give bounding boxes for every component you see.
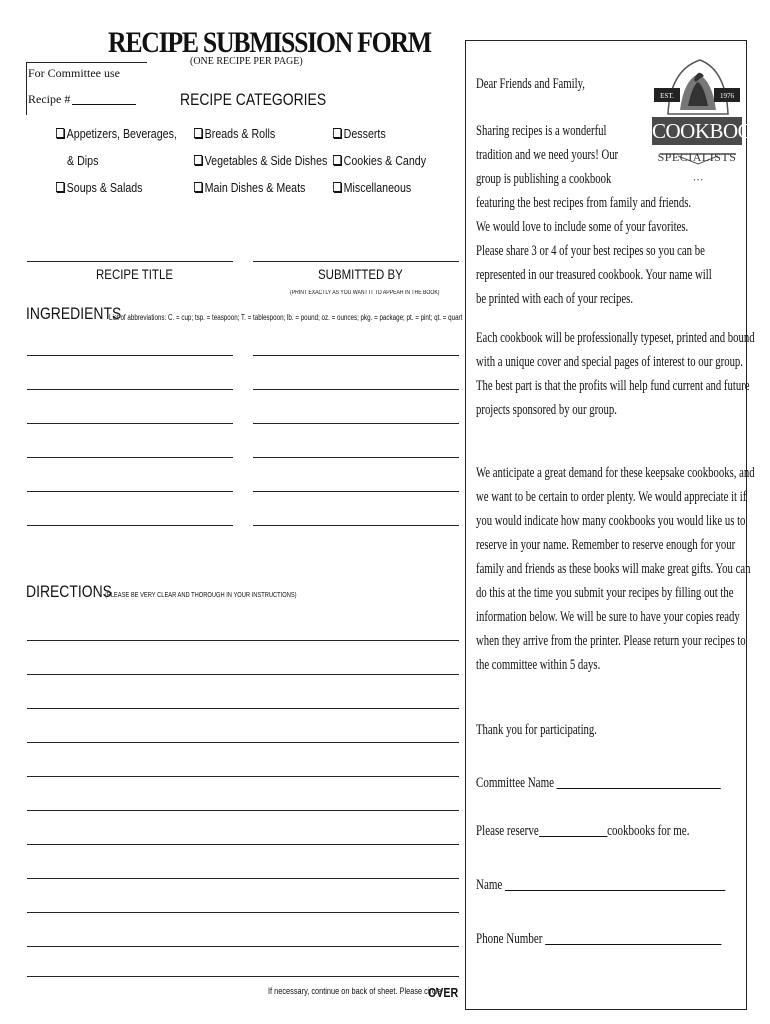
directions-heading: DIRECTIONS (26, 582, 112, 601)
reserve-row (476, 822, 689, 840)
category-miscellaneous[interactable] (333, 180, 411, 195)
category-label: Breads & Rolls (204, 126, 276, 141)
reserve-prefix: Please reserve (476, 823, 539, 839)
letter-p1-line: We would love to include some of your favorites. (476, 219, 689, 235)
direction-line[interactable] (27, 640, 459, 641)
categories-heading: RECIPE CATEGORIES (180, 90, 327, 109)
name-row (476, 876, 725, 894)
category-label: Miscellaneous (343, 180, 412, 195)
checkbox-icon[interactable] (333, 128, 341, 138)
category-label: Cookies & Candy (343, 153, 427, 168)
direction-line[interactable] (27, 674, 459, 675)
letter-p1-line: be printed with each of your recipes. (476, 291, 634, 307)
recipe-number-label: Recipe # (28, 92, 71, 106)
direction-line[interactable] (27, 776, 459, 777)
submitted-by-label: SUBMITTED BY (318, 266, 403, 282)
category-dips-line (67, 153, 98, 168)
ingredient-line[interactable] (253, 525, 459, 526)
checkbox-icon[interactable] (194, 128, 202, 138)
letter-paragraph-2: Each cookbook will be professionally typeset, printed and bound with a unique cover and special pages of interest to our group. The best part is that the profits will help fund current and future projects sponsored by our group. (476, 330, 755, 418)
name-field[interactable] (505, 876, 725, 891)
reserve-quantity-field[interactable] (539, 822, 607, 837)
direction-line[interactable] (27, 844, 459, 845)
checkbox-icon[interactable] (56, 182, 64, 192)
direction-line[interactable] (27, 708, 459, 709)
category-appetizers[interactable] (56, 126, 177, 141)
category-soups-salads[interactable] (56, 180, 143, 195)
ingredient-line[interactable] (27, 355, 233, 356)
recipe-title-field[interactable] (27, 261, 233, 262)
recipe-title-label: RECIPE TITLE (96, 266, 173, 282)
committee-use-label: For Committee use (28, 66, 120, 80)
ingredient-line[interactable] (253, 423, 459, 424)
category-label: Desserts (343, 126, 386, 141)
phone-row (476, 930, 721, 948)
letter-p1-line: Sharing recipes is a wonderful (476, 123, 607, 139)
ingredient-line[interactable] (27, 525, 233, 526)
ingredient-line[interactable] (253, 389, 459, 390)
category-desserts[interactable] (333, 126, 386, 141)
ingredient-line[interactable] (27, 457, 233, 458)
category-main-dishes[interactable] (194, 180, 305, 195)
directions-note: (PLEASE BE VERY CLEAR AND THOROUGH IN YOUR INSTRUCTIONS) (105, 592, 297, 599)
letter-p1-line: represented in our treasured cookbook. Your name will (476, 267, 712, 283)
letter-p1-line: tradition and we need yours! Our (476, 147, 619, 163)
category-label: Soups & Salads (66, 180, 143, 195)
ingredient-line[interactable] (27, 389, 233, 390)
submitted-by-note: (PRINT EXACTLY AS YOU WANT IT TO APPEAR IN THE BOOK) (290, 290, 440, 296)
recipe-number-field[interactable] (72, 104, 136, 105)
category-cookies-candy[interactable] (333, 153, 426, 168)
letter-p1-line: Please share 3 or 4 of your best recipes so you can be (476, 243, 705, 259)
logo-specialists-word: SPECIALISTS (657, 150, 737, 164)
category-label: Vegetables & Side Dishes (204, 153, 328, 168)
category-label: Main Dishes & Meats (204, 180, 306, 195)
one-recipe-note: (ONE RECIPE PER PAGE) (190, 56, 303, 67)
abbreviations-list: List of abbreviations: C. = cup; tsp. = teaspoon; T. = tablespoon; lb. = pound; oz. = ounces; pkg. = package; pt. = pint; qt. = quart (109, 313, 463, 322)
checkbox-icon[interactable] (333, 155, 341, 165)
logo-cookbook-word: COOKBOOK (652, 119, 768, 143)
form-title: RECIPE SUBMISSION FORM (108, 26, 431, 59)
letter-p1-line: group is publishing a cookbook (476, 171, 612, 187)
category-vegetables[interactable] (194, 153, 327, 168)
committee-name-field[interactable] (557, 774, 721, 789)
letter-thanks: Thank you for participating. (476, 722, 597, 738)
ingredient-line[interactable] (253, 457, 459, 458)
logo-dots: • • • (693, 178, 703, 184)
category-label: Appetizers, Beverages, (66, 126, 177, 141)
direction-line[interactable] (27, 810, 459, 811)
committee-name-row (476, 774, 721, 792)
ingredient-line[interactable] (253, 491, 459, 492)
ingredient-line[interactable] (27, 423, 233, 424)
logo-year-text: 1976 (720, 92, 734, 100)
logo-est-text: EST. (660, 92, 674, 100)
ingredients-heading: INGREDIENTS (26, 304, 122, 323)
phone-field[interactable] (545, 930, 721, 945)
checkbox-icon[interactable] (194, 182, 202, 192)
over-label: OVER (428, 985, 459, 1000)
category-breads-rolls[interactable] (194, 126, 275, 141)
phone-label: Phone Number (476, 931, 543, 947)
checkbox-icon[interactable] (333, 182, 341, 192)
direction-line[interactable] (27, 976, 459, 977)
letter-p1-line: featuring the best recipes from family and friends. (476, 195, 692, 211)
name-label: Name (476, 877, 503, 893)
direction-line[interactable] (27, 912, 459, 913)
direction-line[interactable] (27, 878, 459, 879)
checkbox-icon[interactable] (56, 128, 64, 138)
direction-line[interactable] (27, 946, 459, 947)
category-label: & Dips (67, 153, 99, 168)
letter-paragraph-3: We anticipate a great demand for these keepsake cookbooks, and we want to be certain to order plenty. We would appreciate it if you would indicate how many cookbooks you would like us to reserve in your name. Remember to reserve enough for your family and friends as these books will make great gifts. You can do this at the time you submit your recipes by filling out the information below. We will be sure to have your copies ready when they arrive from the printer. Please return your recipes to the committee within 5 days. (476, 465, 755, 673)
direction-line[interactable] (27, 742, 459, 743)
reserve-suffix: cookbooks for me. (607, 823, 690, 839)
checkbox-icon[interactable] (194, 155, 202, 165)
committee-name-label: Committee Name (476, 775, 555, 791)
submitted-by-field[interactable] (253, 261, 459, 262)
letter-greeting: Dear Friends and Family, (476, 76, 585, 92)
continue-note: If necessary, continue on back of sheet. Please circle (268, 986, 442, 996)
ingredient-line[interactable] (253, 355, 459, 356)
ingredient-line[interactable] (27, 491, 233, 492)
